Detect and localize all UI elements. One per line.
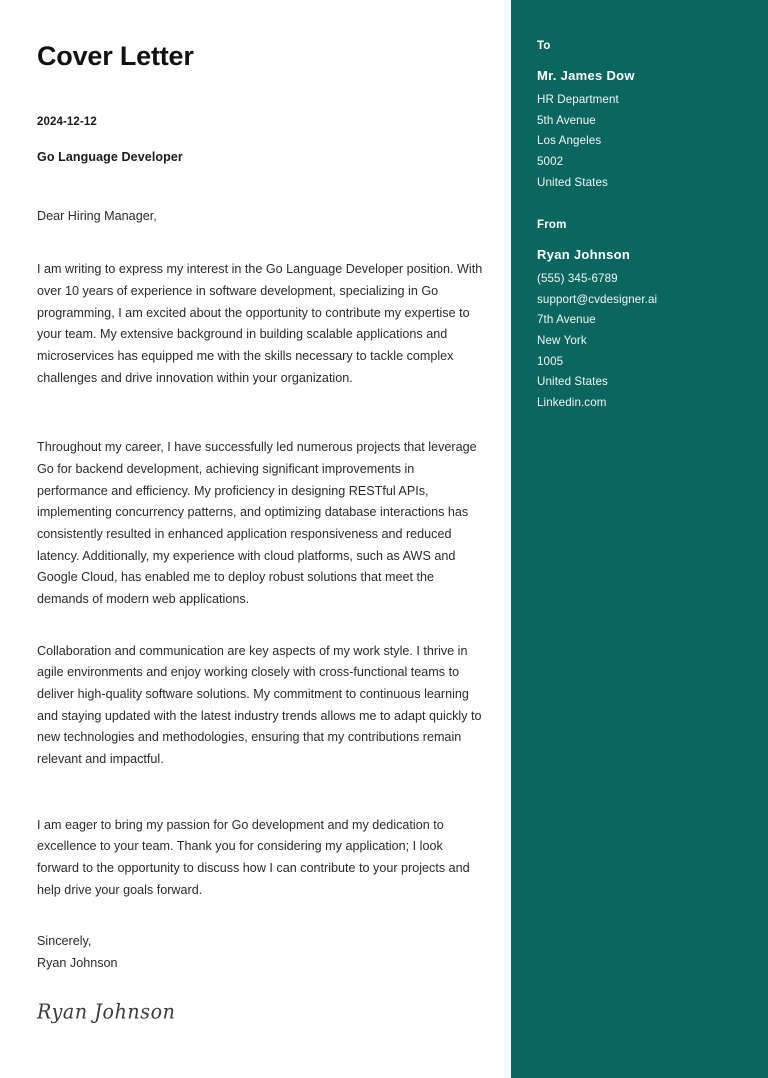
sender-heading: From [537, 219, 567, 232]
sender-block [537, 219, 744, 413]
contact-sidebar [511, 0, 768, 1078]
recipient-block [537, 40, 744, 193]
sender-line: New York [537, 334, 587, 347]
sender-name: Ryan Johnson [537, 247, 631, 263]
letter-paragraph: Collaboration and communication are key aspects of my work style. I thrive in agile environments and enjoy working closely with cross-functional teams to deliver high-quality software solutions. My commitment to continuous learning and staying updated with the latest industry trends allows me to adapt quickly to new technologies and methodologies, ensuring that my contributions remain relevant and impactful. [37, 643, 482, 766]
letter-closing [37, 931, 483, 974]
signature-image: Ryan Johnson [37, 999, 176, 1024]
letter-date: 2024-12-12 [37, 115, 97, 128]
recipient-line: HR Department [537, 93, 619, 106]
sender-line: United States [537, 375, 608, 389]
letter-paragraph: Throughout my career, I have successfully led numerous projects that leverage Go for backend development, achieving significant improvements in performance and efficiency. My proficiency in designing RESTful APIs, implementing concurrency patterns, and optimizing database interactions has consistently resulted in enhanced application responsiveness and reduced latency. Additionally, my experience with cloud platforms, such as AWS and Google Cloud, has enabled me to deploy robust solutions that meet the demands of modern web applications. [37, 440, 477, 606]
page-title: Cover Letter [37, 41, 194, 71]
sender-linkedin[interactable]: Linkedin.com [537, 395, 607, 409]
recipient-name: Mr. James Dow [537, 68, 635, 83]
sender-line: 1005 [537, 354, 564, 368]
letter-salutation: Dear Hiring Manager, [37, 208, 157, 223]
closing-word: Sincerely, [37, 934, 92, 949]
recipient-line: 5002 [537, 154, 564, 168]
letter-paragraph: I am writing to express my interest in the Go Language Developer position. With over 10 years of experience in software development, specializing in Go programming, I am excited about the opportunity to contribute my expertise to your team. My extensive background in building scalable applications and microservices has equipped me with the skills necessary to tackle complex challenges and drive innovation within your organization. [37, 262, 483, 385]
recipient-heading: To [537, 40, 551, 52]
letter-paragraph: I am eager to bring my passion for Go development and my dedication to excellence to your team. Thank you for considering my application; I look forward to the opportunity to discuss how I can contribute to your projects and help drive your goals forward. [37, 817, 470, 897]
letter-job-title: Go Language Developer [37, 149, 183, 164]
sender-line: 7th Avenue [537, 313, 596, 327]
closing-name: Ryan Johnson [37, 955, 118, 970]
sender-email[interactable]: support@cvdesigner.ai [537, 292, 658, 306]
sender-phone[interactable]: (555) 345-6789 [537, 272, 618, 286]
recipient-line: Los Angeles [537, 134, 602, 148]
recipient-line: 5th Avenue [537, 113, 596, 127]
recipient-line: United States [537, 175, 608, 189]
